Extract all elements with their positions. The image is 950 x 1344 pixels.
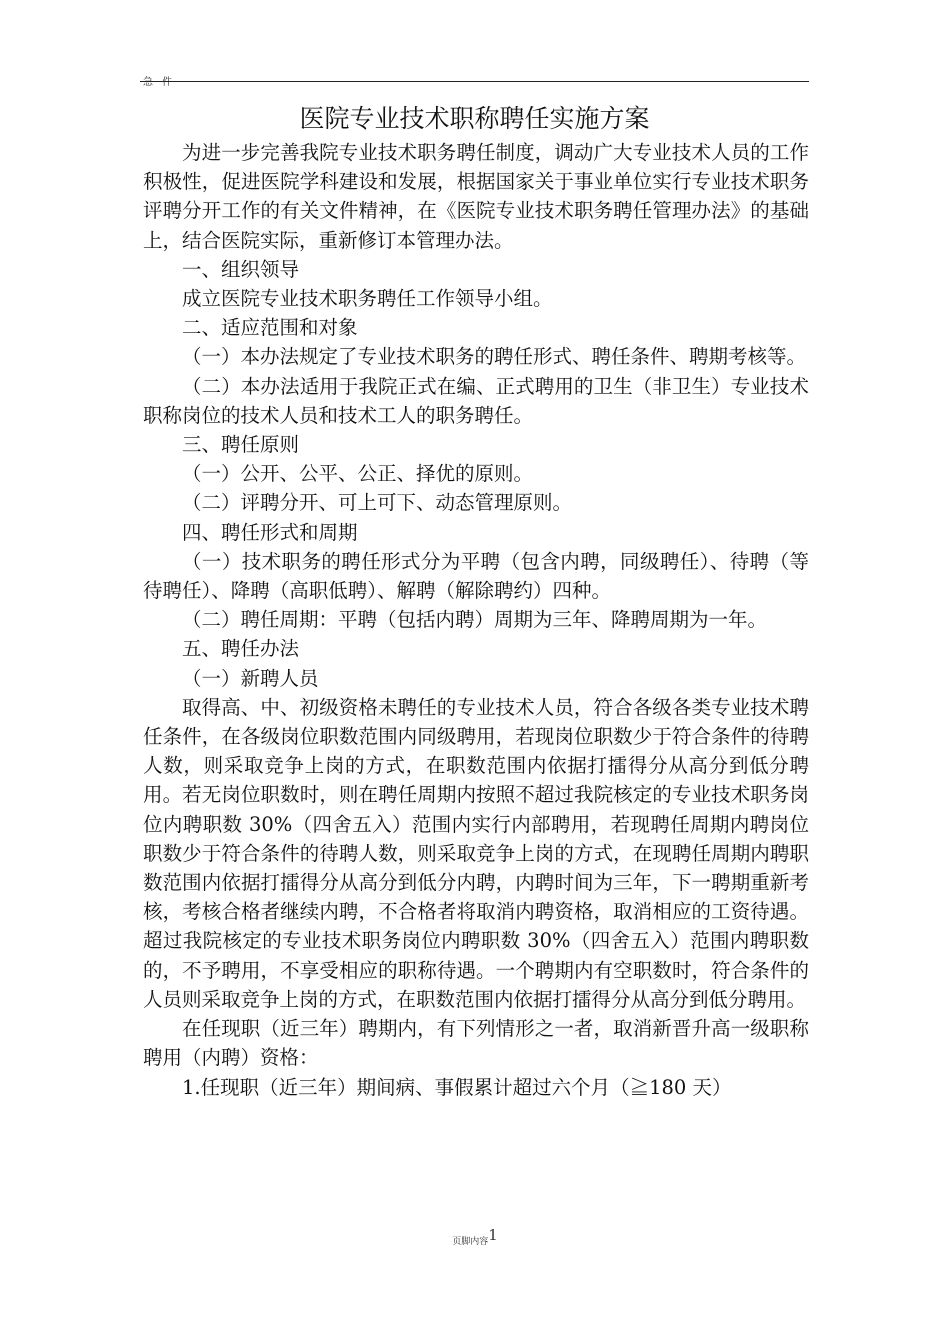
paragraph: 取得高、中、初级资格未聘任的专业技术人员，符合各级各类专业技术聘任条件，在各级岗位职数范围内同级聘用，若现岗位职数少于符合条件的待聘人数，则采取竞争上岗的方式，在职数范围内依据打擂得分从高分到低分聘用。若无岗位职数时，则在聘任周期内按照不超过我院核定的专业技术职务岗位内聘职数 30%（四舍五入）范围内实行内部聘用，若现聘任周期内聘岗位职数少于符合条件的待聘人数，则采取竞争上岗的方式，在现聘任周期内聘职数范围内依据打擂得分从高分到低分内聘，内聘时间为三年，下一聘期重新考核，考核合格者继续内聘，不合格者将取消内聘资格，取消相应的工资待遇。超过我院核定的专业技术职务岗位内聘职数 30%（四舍五入）范围内聘职数的，不予聘用，不享受相应的职称待遇。一个聘期内有空职数时，符合条件的人员则采取竞争上岗的方式，在职数范围内依据打擂得分从高分到低分聘用。 bbox=[143, 695, 809, 1011]
page-number: 1 bbox=[488, 1226, 498, 1244]
section-heading: 三、聘任原则 bbox=[182, 433, 300, 457]
subsection-heading: （一）新聘人员 bbox=[182, 666, 319, 690]
paragraph: （一）本办法规定了专业技术职务的聘任形式、聘任条件、聘期考核等。 bbox=[182, 345, 807, 369]
document-title: 医院专业技术职称聘任实施方案 bbox=[299, 104, 650, 133]
paragraph: 在任现职（近三年）聘期内，有下列情形之一者，取消新晋升高一级职称聘用（内聘）资格： bbox=[143, 1017, 809, 1070]
list-item: 1.任现职（近三年）期间病、事假累计超过六个月（≧180 天） bbox=[182, 1075, 732, 1099]
page-footer bbox=[0, 1226, 950, 1247]
header-rule bbox=[140, 81, 809, 82]
document-body bbox=[143, 138, 809, 1102]
paragraph: （二）聘任周期：平聘（包括内聘）周期为三年、降聘周期为一年。 bbox=[182, 608, 768, 632]
paragraph: （二）评聘分开、可上可下、动态管理原则。 bbox=[182, 491, 573, 515]
paragraph: （二）本办法适用于我院正式在编、正式聘用的卫生（非卫生）专业技术职称岗位的技术人员和技术工人的职务聘任。 bbox=[143, 374, 809, 427]
paragraph: 为进一步完善我院专业技术职务聘任制度，调动广大专业技术人员的工作积极性，促进医院学科建设和发展，根据国家关于事业单位实行专业技术职务评聘分开工作的有关文件精神，在《医院专业技术职务聘任管理办法》的基础上，结合医院实际，重新修订本管理办法。 bbox=[143, 141, 809, 252]
section-heading: 五、聘任办法 bbox=[182, 637, 300, 661]
section-heading: 二、适应范围和对象 bbox=[182, 316, 358, 340]
section-heading: 一、组织领导 bbox=[182, 257, 300, 281]
paragraph: 成立医院专业技术职务聘任工作领导小组。 bbox=[182, 287, 553, 311]
section-heading: 四、聘任形式和周期 bbox=[182, 520, 358, 544]
footer-label: 页脚内容 bbox=[452, 1237, 489, 1247]
header-label: 急 件 bbox=[143, 77, 176, 88]
paragraph: （一）公开、公平、公正、择优的原则。 bbox=[182, 462, 534, 486]
paragraph: （一）技术职务的聘任形式分为平聘（包含内聘，同级聘任）、待聘（等待聘任）、降聘（高职低聘）、解聘（解除聘约）四种。 bbox=[143, 549, 809, 603]
